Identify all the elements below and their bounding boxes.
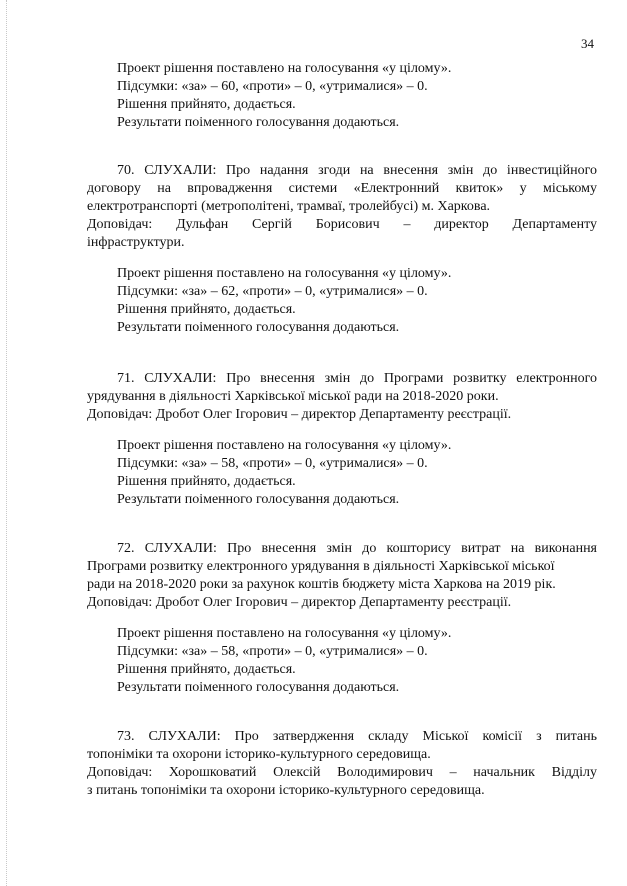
heading-line: ради на 2018-2020 роки за рахунок коштів бюджету міста Харкова на 2019 рік.: [87, 577, 556, 592]
result-line: Рішення прийнято, додається.: [117, 474, 296, 489]
result-line: Рішення прийнято, додається.: [117, 662, 296, 677]
result-line: Результати поіменного голосування додаються.: [117, 320, 400, 335]
result-line: Рішення прийнято, додається.: [117, 302, 296, 317]
result-block-72: [87, 625, 597, 697]
heading-line: 73. СЛУХАЛИ: Про затвердження складу Міської комісії з питань: [117, 729, 597, 744]
heading-line: 70. СЛУХАЛИ: Про надання згоди на внесення змін до інвестиційного: [117, 163, 597, 178]
result-line: Підсумки: «за» – 58, «проти» – 0, «утрималися» – 0.: [117, 456, 428, 471]
result-line: Підсумки: «за» – 62, «проти» – 0, «утрималися» – 0.: [117, 284, 428, 299]
heading-line: 71. СЛУХАЛИ: Про внесення змін до Програми розвитку електронного: [117, 371, 597, 386]
result-line: Проект рішення поставлено на голосування «у цілому».: [117, 438, 452, 453]
result-line: Результати поіменного голосування додаються.: [117, 680, 400, 695]
heading-line: договору на впровадження системи «Електронний квиток» у міському: [87, 181, 597, 196]
heading-line: Програми розвитку електронного урядування в діяльності Харківської міської: [87, 559, 555, 574]
agenda-item-72: [87, 540, 597, 612]
speaker-line: з питань топоніміки та охорони історико-культурного середовища.: [87, 783, 485, 798]
result-line: Проект рішення поставлено на голосування «у цілому».: [117, 626, 452, 641]
speaker-line: Доповідач: Дульфан Сергій Борисович – директор Департаменту: [87, 217, 597, 232]
result-line: Проект рішення поставлено на голосування «у цілому».: [117, 61, 452, 76]
result-block-top: [87, 60, 597, 132]
scan-edge-marks: [6, 0, 8, 886]
heading-line: топоніміки та охорони історико-культурного середовища.: [87, 747, 431, 762]
agenda-item-71: [87, 370, 597, 424]
agenda-item-73: [87, 728, 597, 800]
heading-line: електротранспорті (метрополітені, трамваї, тролейбусі) м. Харкова.: [87, 199, 491, 214]
heading-line: 72. СЛУХАЛИ: Про внесення змін до кошторису витрат на виконання: [117, 541, 597, 556]
result-block-70: [87, 265, 597, 337]
result-line: Результати поіменного голосування додаються.: [117, 492, 400, 507]
agenda-item-70: [87, 162, 597, 252]
result-line: Підсумки: «за» – 60, «проти» – 0, «утрималися» – 0.: [117, 79, 428, 94]
result-line: Підсумки: «за» – 58, «проти» – 0, «утрималися» – 0.: [117, 644, 428, 659]
speaker-line: Доповідач: Дробот Олег Ігорович – директор Департаменту реєстрації.: [87, 595, 512, 610]
result-line: Проект рішення поставлено на голосування «у цілому».: [117, 266, 452, 281]
speaker-line: Доповідач: Хорошковатий Олексій Володимирович – начальник Відділу: [87, 765, 597, 780]
speaker-line: Доповідач: Дробот Олег Ігорович – директор Департаменту реєстрації.: [87, 407, 512, 422]
result-line: Рішення прийнято, додається.: [117, 97, 296, 112]
speaker-line: інфраструктури.: [87, 235, 185, 250]
result-line: Результати поіменного голосування додаються.: [117, 115, 400, 130]
result-block-71: [87, 437, 597, 509]
page-number: 34: [581, 36, 594, 51]
heading-line: урядування в діяльності Харківської міської ради на 2018-2020 роки.: [87, 389, 499, 404]
